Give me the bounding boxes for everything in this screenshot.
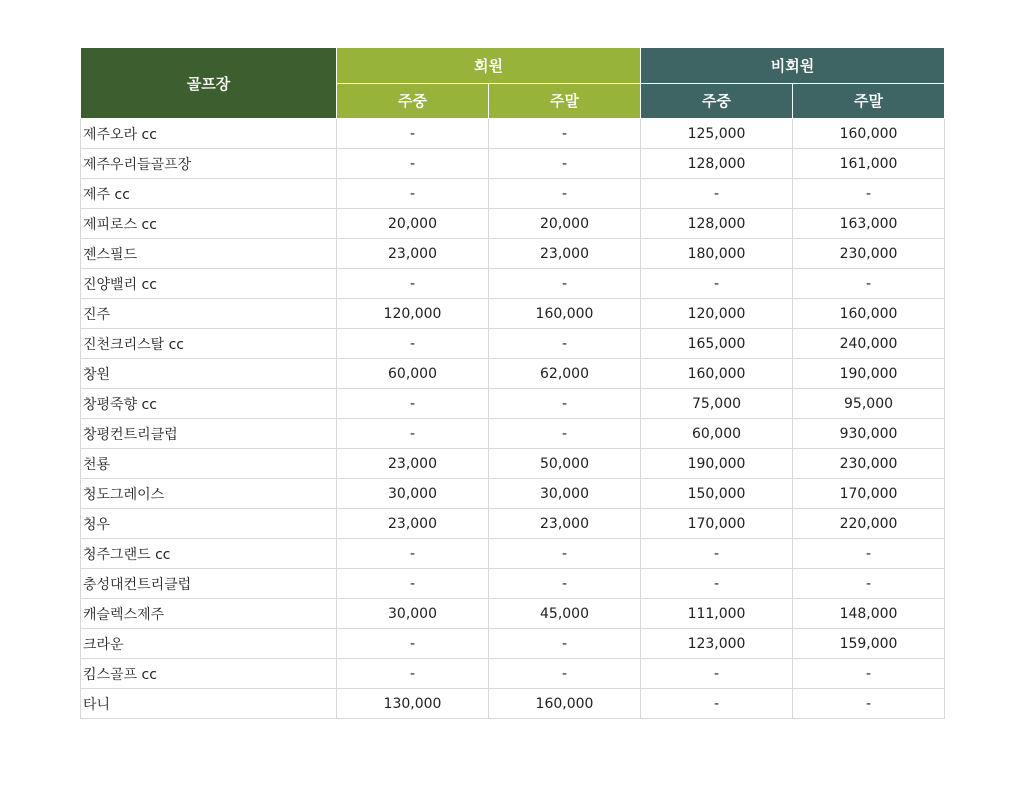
table-row [81, 179, 945, 209]
member-group-header: 회원 [337, 48, 641, 84]
table-row [81, 239, 945, 269]
course-name-cell: 청주그랜드 cc [81, 539, 337, 569]
nonmember-group-header: 비회원 [641, 48, 945, 84]
nonmember-weekday-cell: - [641, 689, 793, 719]
member-weekend-cell: - [489, 629, 641, 659]
table-row [81, 689, 945, 719]
table-row [81, 389, 945, 419]
nonmember-weekend-cell: - [793, 179, 945, 209]
nonmember-weekday-cell: - [641, 659, 793, 689]
nonmember-weekday-cell: 180,000 [641, 239, 793, 269]
nonmember-weekday-cell: 165,000 [641, 329, 793, 359]
nonmember-weekend-cell: - [793, 569, 945, 599]
course-name-cell: 진천크리스탈 cc [81, 329, 337, 359]
member-weekday-cell: 30,000 [337, 599, 489, 629]
member-weekend-cell: - [489, 269, 641, 299]
member-weekend-cell: - [489, 149, 641, 179]
golf-fee-table [80, 47, 945, 719]
nonmember-weekend-cell: 159,000 [793, 629, 945, 659]
member-weekend-cell: 20,000 [489, 209, 641, 239]
nonmember-weekday-cell: 75,000 [641, 389, 793, 419]
course-name-cell: 창평컨트리클럽 [81, 419, 337, 449]
table-row [81, 569, 945, 599]
golf-fee-table-container [80, 47, 944, 719]
table-body [81, 119, 945, 719]
nonmember-weekday-cell: 150,000 [641, 479, 793, 509]
table-row [81, 209, 945, 239]
table-header [81, 48, 945, 119]
member-weekend-cell: 45,000 [489, 599, 641, 629]
nonmember-weekend-cell: 240,000 [793, 329, 945, 359]
member-weekday-cell: 23,000 [337, 239, 489, 269]
nonmember-weekend-cell: 170,000 [793, 479, 945, 509]
course-name-cell: 타니 [81, 689, 337, 719]
nonmember-weekday-cell: 170,000 [641, 509, 793, 539]
nonmember-weekend-cell: 230,000 [793, 239, 945, 269]
header-row-group [81, 48, 945, 84]
course-name-cell: 제주오라 cc [81, 119, 337, 149]
nonmember-weekend-cell: 160,000 [793, 299, 945, 329]
nonmember-weekday-header: 주중 [641, 83, 793, 119]
nonmember-weekend-cell: 220,000 [793, 509, 945, 539]
member-weekday-header: 주중 [337, 83, 489, 119]
member-weekend-header: 주말 [489, 83, 641, 119]
member-weekday-cell: 23,000 [337, 509, 489, 539]
table-row [81, 479, 945, 509]
nonmember-weekday-cell: - [641, 269, 793, 299]
course-name-cell: 제피로스 cc [81, 209, 337, 239]
course-name-cell: 창평죽향 cc [81, 389, 337, 419]
nonmember-weekday-cell: - [641, 569, 793, 599]
course-name-cell: 천룡 [81, 449, 337, 479]
nonmember-weekend-cell: 161,000 [793, 149, 945, 179]
member-weekend-cell: - [489, 329, 641, 359]
nonmember-weekend-cell: 95,000 [793, 389, 945, 419]
course-name-cell: 캐슬렉스제주 [81, 599, 337, 629]
course-name-cell: 킴스골프 cc [81, 659, 337, 689]
nonmember-weekday-cell: 128,000 [641, 149, 793, 179]
member-weekday-cell: - [337, 629, 489, 659]
member-weekend-cell: - [489, 419, 641, 449]
table-row [81, 119, 945, 149]
member-weekend-cell: 23,000 [489, 239, 641, 269]
member-weekend-cell: - [489, 389, 641, 419]
member-weekday-cell: 30,000 [337, 479, 489, 509]
nonmember-weekday-cell: 60,000 [641, 419, 793, 449]
table-row [81, 539, 945, 569]
member-weekday-cell: - [337, 269, 489, 299]
nonmember-weekend-cell: - [793, 539, 945, 569]
nonmember-weekend-cell: - [793, 269, 945, 299]
member-weekend-cell: - [489, 119, 641, 149]
nonmember-weekend-cell: 148,000 [793, 599, 945, 629]
member-weekday-cell: - [337, 179, 489, 209]
table-row [81, 329, 945, 359]
nonmember-weekend-cell: 163,000 [793, 209, 945, 239]
member-weekend-cell: 30,000 [489, 479, 641, 509]
course-name-cell: 젠스필드 [81, 239, 337, 269]
member-weekday-cell: - [337, 149, 489, 179]
member-weekday-cell: - [337, 419, 489, 449]
course-name-cell: 충성대컨트리클럽 [81, 569, 337, 599]
course-name-cell: 청도그레이스 [81, 479, 337, 509]
course-name-cell: 창원 [81, 359, 337, 389]
nonmember-weekday-cell: 123,000 [641, 629, 793, 659]
nonmember-weekday-cell: 160,000 [641, 359, 793, 389]
course-name-cell: 제주우리들골프장 [81, 149, 337, 179]
member-weekend-cell: 160,000 [489, 689, 641, 719]
nonmember-weekday-cell: 125,000 [641, 119, 793, 149]
course-name-cell: 크라운 [81, 629, 337, 659]
table-row [81, 299, 945, 329]
member-weekend-cell: 62,000 [489, 359, 641, 389]
course-name-cell: 진주 [81, 299, 337, 329]
table-row [81, 419, 945, 449]
member-weekday-cell: - [337, 329, 489, 359]
table-row [81, 599, 945, 629]
table-row [81, 629, 945, 659]
nonmember-weekday-cell: 190,000 [641, 449, 793, 479]
member-weekday-cell: - [337, 389, 489, 419]
member-weekday-cell: 23,000 [337, 449, 489, 479]
table-row [81, 149, 945, 179]
table-row [81, 269, 945, 299]
nonmember-weekend-cell: - [793, 689, 945, 719]
table-row [81, 449, 945, 479]
nonmember-weekday-cell: 111,000 [641, 599, 793, 629]
member-weekday-cell: 120,000 [337, 299, 489, 329]
member-weekend-cell: - [489, 569, 641, 599]
member-weekday-cell: - [337, 119, 489, 149]
nonmember-weekday-cell: - [641, 539, 793, 569]
member-weekend-cell: - [489, 539, 641, 569]
nonmember-weekday-cell: - [641, 179, 793, 209]
member-weekday-cell: - [337, 569, 489, 599]
member-weekday-cell: 60,000 [337, 359, 489, 389]
member-weekday-cell: - [337, 539, 489, 569]
course-name-cell: 청우 [81, 509, 337, 539]
nonmember-weekend-header: 주말 [793, 83, 945, 119]
nonmember-weekend-cell: - [793, 659, 945, 689]
member-weekend-cell: - [489, 659, 641, 689]
member-weekend-cell: 50,000 [489, 449, 641, 479]
member-weekday-cell: - [337, 659, 489, 689]
nonmember-weekend-cell: 230,000 [793, 449, 945, 479]
table-row [81, 659, 945, 689]
nonmember-weekday-cell: 120,000 [641, 299, 793, 329]
nonmember-weekend-cell: 930,000 [793, 419, 945, 449]
golf-course-column-header: 골프장 [81, 48, 337, 119]
member-weekend-cell: - [489, 179, 641, 209]
member-weekday-cell: 130,000 [337, 689, 489, 719]
course-name-cell: 진양밸리 cc [81, 269, 337, 299]
nonmember-weekday-cell: 128,000 [641, 209, 793, 239]
course-name-cell: 제주 cc [81, 179, 337, 209]
member-weekend-cell: 23,000 [489, 509, 641, 539]
nonmember-weekend-cell: 190,000 [793, 359, 945, 389]
member-weekday-cell: 20,000 [337, 209, 489, 239]
table-row [81, 359, 945, 389]
nonmember-weekend-cell: 160,000 [793, 119, 945, 149]
table-row [81, 509, 945, 539]
member-weekend-cell: 160,000 [489, 299, 641, 329]
